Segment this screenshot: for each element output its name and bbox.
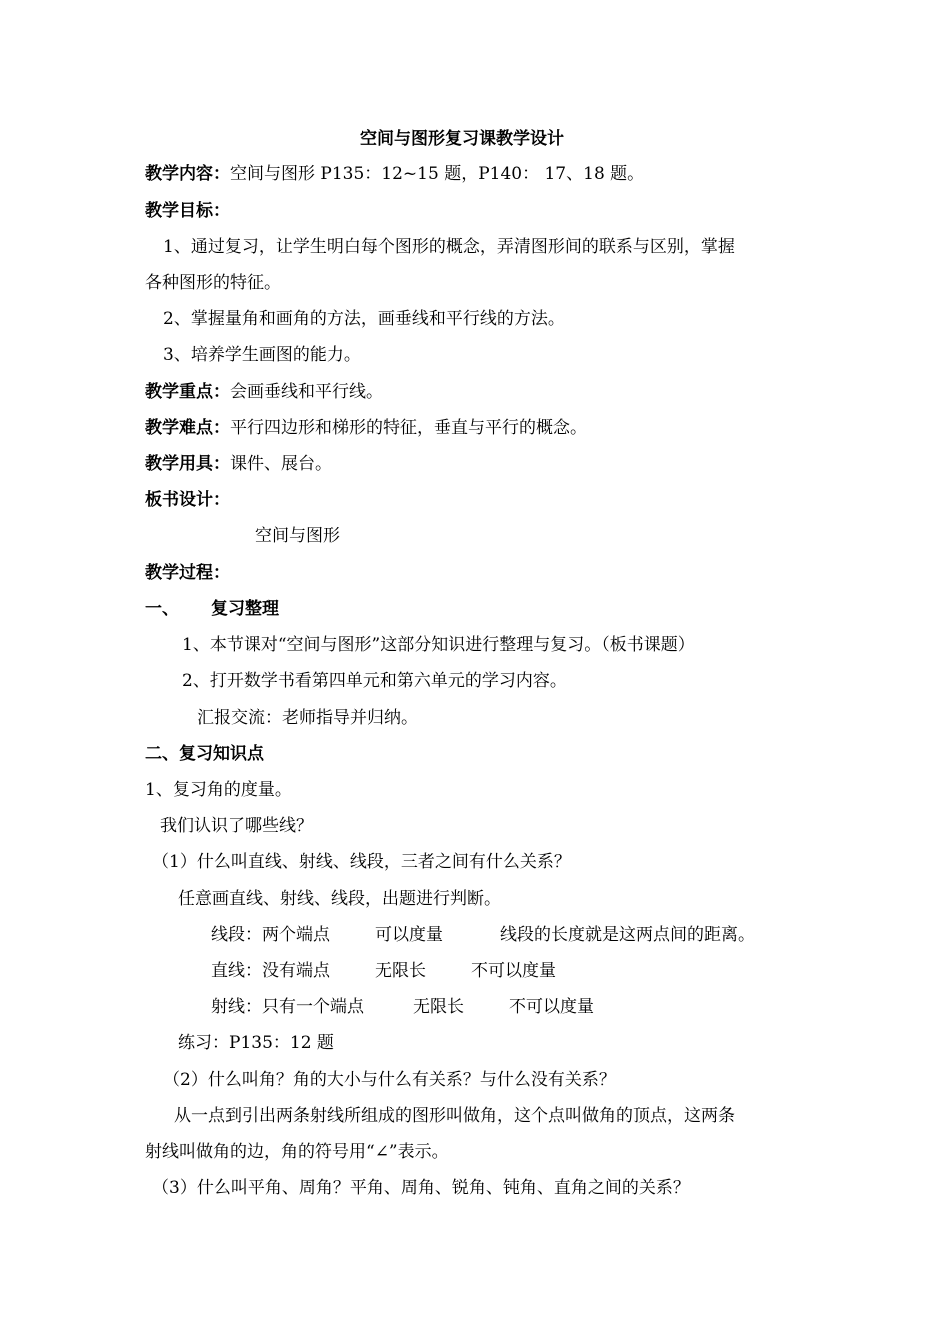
- section-1-report: 汇报交流：老师指导并归纳。: [197, 708, 418, 728]
- teaching-tools-label: 教学用具：: [145, 454, 230, 474]
- teaching-content-text: 空间与图形 P135：12~15 题，P140： 17、18 题。: [230, 164, 645, 184]
- teaching-goals-label: 教学目标：: [145, 201, 230, 221]
- teaching-tools-text: 课件、展台。: [230, 454, 332, 474]
- teaching-key-row: [145, 380, 383, 404]
- teaching-content-row: [145, 162, 644, 186]
- teaching-key-text: 会画垂线和平行线。: [230, 382, 383, 402]
- section-2-title: 二、复习知识点: [145, 744, 264, 764]
- ray-desc-c: 不可以度量: [509, 997, 594, 1017]
- document-title: 空间与图形复习课教学设计: [360, 129, 564, 149]
- teaching-difficulty-row: [145, 416, 587, 440]
- straight-line-desc-c: 不可以度量: [471, 961, 556, 981]
- board-design-label: 板书设计：: [145, 490, 230, 510]
- goal-1-line-1: 1、通过复习，让学生明白每个图形的概念，弄清图形间的联系与区别，掌握: [163, 237, 735, 257]
- section-1-item-2: 2、打开数学书看第四单元和第六单元的学习内容。: [182, 671, 567, 691]
- practice: 练习：P135：12 题: [178, 1033, 334, 1053]
- section-1-item-1: 1、本节课对“空间与图形”这部分知识进行整理与复习。（板书课题）: [182, 635, 695, 655]
- ray-desc-a: 射线：只有一个端点: [211, 997, 364, 1017]
- teaching-content-label: 教学内容：: [145, 164, 230, 184]
- question-lines: 我们认识了哪些线？: [160, 816, 313, 836]
- section-1-number: 一、: [145, 599, 179, 619]
- question-1-task: 任意画直线、射线、线段，出题进行判断。: [178, 889, 501, 909]
- ray-desc-b: 无限长: [413, 997, 464, 1017]
- section-1-title: 复习整理: [211, 599, 279, 619]
- question-2-answer-line-2: 射线叫做角的边，角的符号用“∠”表示。: [145, 1142, 449, 1162]
- teaching-difficulty-text: 平行四边形和梯形的特征，垂直与平行的概念。: [230, 418, 587, 438]
- question-3: （3）什么叫平角、周角？平角、周角、锐角、钝角、直角之间的关系？: [152, 1178, 690, 1198]
- segment-desc-b: 可以度量: [375, 925, 443, 945]
- teaching-process-label: 教学过程：: [145, 563, 230, 583]
- goal-2: 2、掌握量角和画角的方法，画垂线和平行线的方法。: [163, 309, 565, 329]
- section-2-item-1: 1、复习角的度量。: [145, 780, 292, 800]
- question-1: （1）什么叫直线、射线、线段，三者之间有什么关系？: [152, 852, 571, 872]
- board-design-text: 空间与图形: [255, 526, 340, 546]
- goal-1-line-2: 各种图形的特征。: [145, 273, 281, 293]
- teaching-tools-row: [145, 452, 332, 476]
- teaching-difficulty-label: 教学难点：: [145, 418, 230, 438]
- segment-desc-a: 线段：两个端点: [211, 925, 330, 945]
- goal-3: 3、培养学生画图的能力。: [163, 345, 361, 365]
- segment-desc-c: 线段的长度就是这两点间的距离。: [500, 925, 755, 945]
- question-2-answer-line-1: 从一点到引出两条射线所组成的图形叫做角，这个点叫做角的顶点，这两条: [174, 1106, 735, 1126]
- question-2: （2）什么叫角？角的大小与什么有关系？与什么没有关系？: [163, 1070, 616, 1090]
- straight-line-desc-a: 直线：没有端点: [211, 961, 330, 981]
- straight-line-desc-b: 无限长: [375, 961, 426, 981]
- teaching-key-label: 教学重点：: [145, 382, 230, 402]
